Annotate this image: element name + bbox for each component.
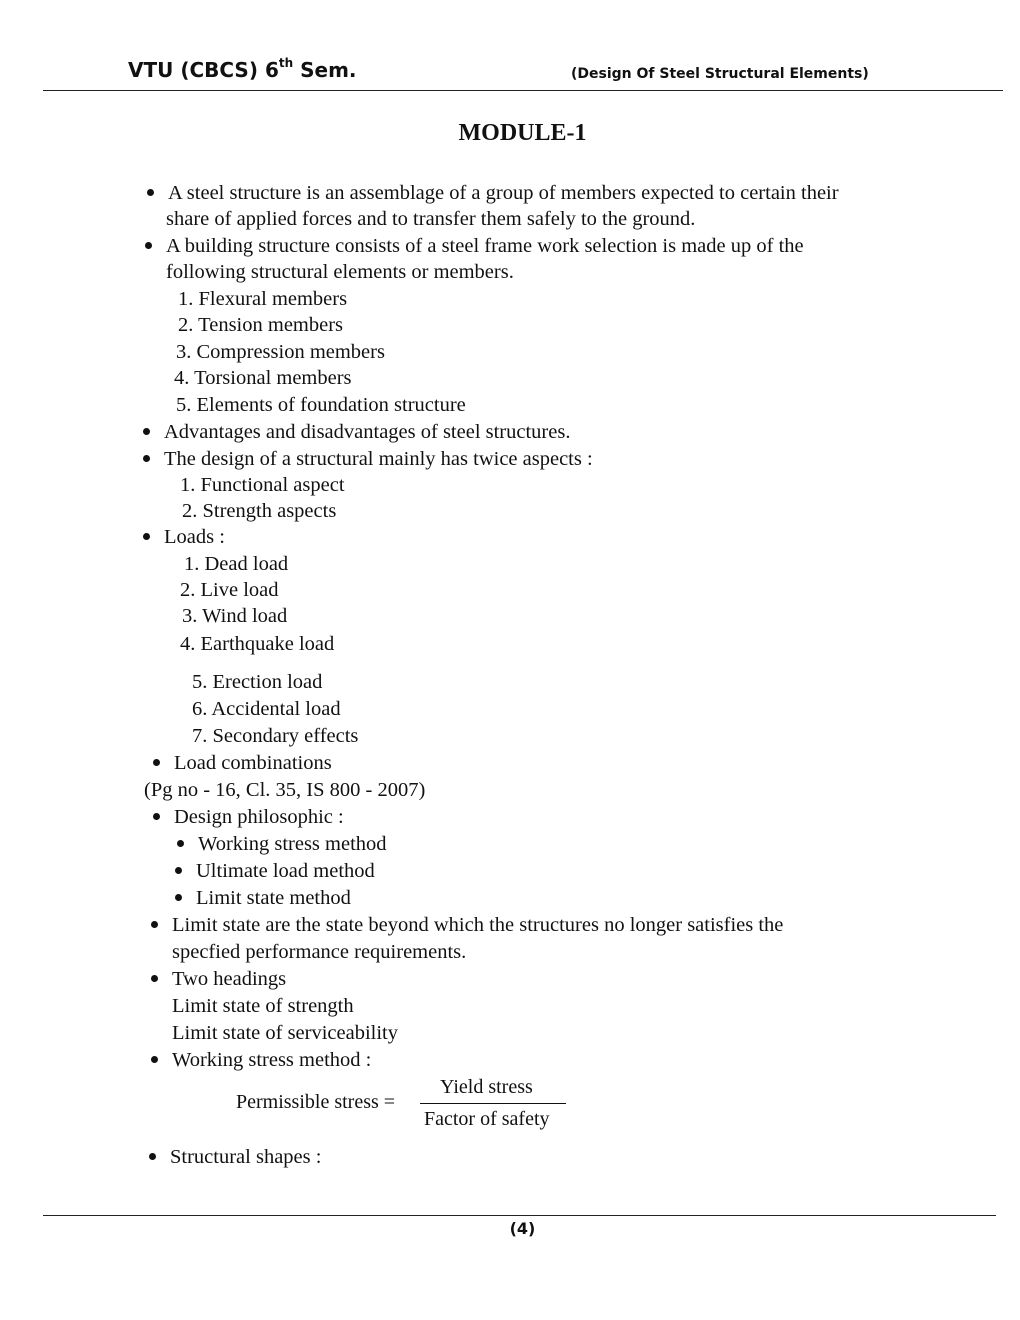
member-item: 3. Compression members <box>176 341 385 363</box>
load-item: 6. Accidental load <box>192 698 341 720</box>
aspect-item: 1. Functional aspect <box>180 474 345 496</box>
load-item: 5. Erection load <box>192 671 323 693</box>
load-item: 3. Wind load <box>182 605 288 627</box>
fraction-bar <box>420 1103 566 1104</box>
limit-state-line-2: specfied performance requirements. <box>172 941 467 963</box>
formula-lhs: Permissible stress = <box>236 1091 396 1113</box>
limit-state-line-1: Limit state are the state beyond which the structures no longer satisfies the <box>172 914 784 936</box>
course-header: VTU (CBCS) 6th Sem. <box>128 56 357 82</box>
working-stress-heading: Working stress method : <box>172 1049 372 1071</box>
advantages-bullet: Advantages and disadvantages of steel structures. <box>164 421 571 443</box>
subject-header: (Design Of Steel Structural Elements) <box>571 66 869 82</box>
limit-state-type-item: Limit state of strength <box>172 995 354 1017</box>
permissible-stress-formula <box>236 1076 576 1136</box>
structural-shapes-bullet: Structural shapes : <box>170 1146 322 1168</box>
intro-paragraph-1-line-2: share of applied forces and to transfer them safely to the ground. <box>166 208 696 230</box>
design-aspects-heading: The design of a structural mainly has twice aspects : <box>164 448 593 470</box>
load-combinations-bullet: Load combinations <box>174 752 332 774</box>
intro-paragraph-2-line-2: following structural elements or members. <box>166 261 514 283</box>
loads-heading: Loads : <box>164 526 225 548</box>
load-item: 2. Live load <box>180 579 279 601</box>
course-header-superscript: th <box>278 56 294 71</box>
load-item: 1. Dead load <box>184 553 289 575</box>
member-item: 1. Flexural members <box>178 288 348 310</box>
member-item: 5. Elements of foundation structure <box>176 394 466 416</box>
member-item: 4. Torsional members <box>174 367 352 389</box>
intro-paragraph-2-line-1: A building structure consists of a steel frame work selection is made up of the <box>166 235 804 257</box>
aspect-item: 2. Strength aspects <box>182 500 337 522</box>
design-method-item: Limit state method <box>196 887 351 909</box>
header-rule <box>43 90 1003 91</box>
two-headings-heading: Two headings <box>172 968 287 990</box>
footer-rule <box>43 1215 996 1216</box>
page-title: MODULE-1 <box>458 120 587 146</box>
formula-numerator: Yield stress <box>440 1076 533 1098</box>
intro-paragraph-1-line-1: A steel structure is an assemblage of a group of members expected to certain their <box>168 182 839 204</box>
page-number: (4) <box>509 1219 536 1238</box>
load-item: 4. Earthquake load <box>180 633 335 655</box>
load-item: 7. Secondary effects <box>192 725 359 747</box>
limit-state-type-item: Limit state of serviceability <box>172 1022 399 1044</box>
design-method-item: Ultimate load method <box>196 860 375 882</box>
code-reference: (Pg no - 16, Cl. 35, IS 800 - 2007) <box>144 779 426 801</box>
formula-denominator: Factor of safety <box>424 1108 550 1130</box>
design-method-item: Working stress method <box>198 833 387 855</box>
design-philosophy-heading: Design philosophic : <box>174 806 344 828</box>
member-item: 2. Tension members <box>178 314 344 336</box>
